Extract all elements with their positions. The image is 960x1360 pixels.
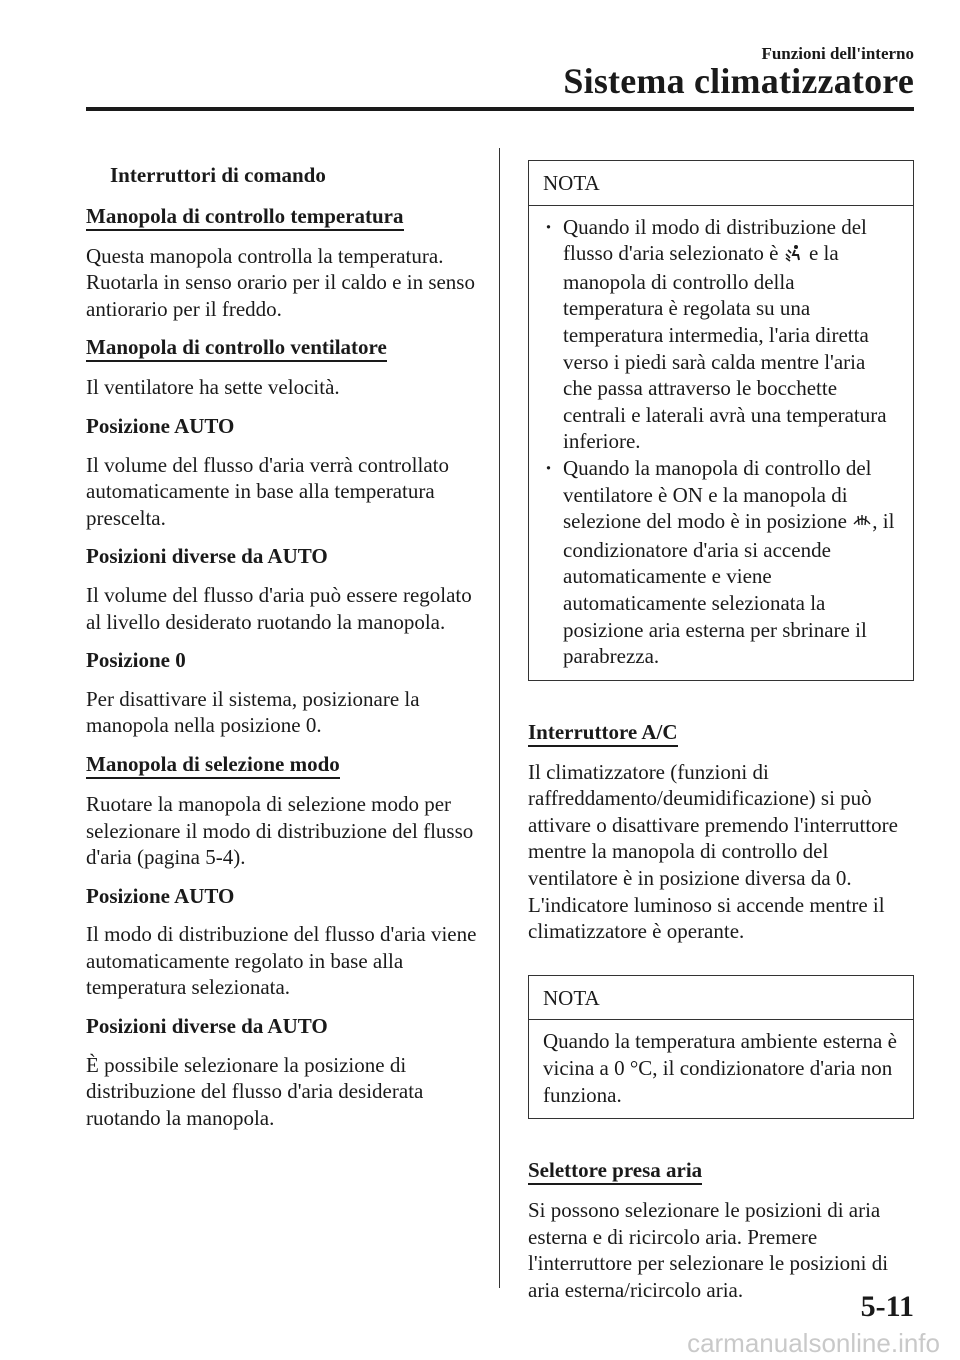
ac-switch-paragraph [528, 759, 914, 945]
fan-zero-text: Per disattivare il sistema, posizionare la manopola nella posizione 0. [86, 686, 420, 738]
note-label: NOTA [529, 161, 913, 206]
bullet: · [545, 214, 553, 239]
fan-manual-text: Il volume del flusso d'aria può essere regolato al livello desiderato ruotando la manopola. [86, 582, 472, 634]
mode-auto-heading: Posizione AUTO [86, 883, 235, 908]
fan-auto-heading: Posizione AUTO [86, 413, 235, 438]
note-item [543, 455, 899, 670]
bullet: · [545, 455, 553, 480]
temp-knob-text: Questa manopola controlla la temperatura. Ruotarla in senso orario per il caldo e in senso antiorario per il freddo. [86, 243, 475, 321]
note-box-mode [528, 160, 914, 681]
note-item-text: e la manopola di controllo della temperatura è regolata su una temperatura intermedia, l'aria diretta verso i piedi sarà calda mentre l'aria che passa attraverso le bocchette centrali e laterali avrà una temperatura inferiore. [563, 241, 887, 454]
note-item-text: Quando il modo di distribuzione del flusso d'aria selezionato è [563, 214, 867, 266]
note-item [543, 214, 899, 455]
fan-auto-text: Il volume del flusso d'aria verrà controllato automaticamente in base alla temperatura prescelta. [86, 452, 449, 530]
header-section-name: Funzioni dell'interno [761, 44, 914, 63]
fan-knob-text: Il ventilatore ha sette velocità. [86, 375, 340, 400]
note-box-temperature [528, 975, 914, 1119]
floor-vent-icon [784, 242, 804, 269]
mode-manual-text: È possibile selezionare la posizione di distribuzione del flusso d'aria desiderata ruotando la manopola. [86, 1052, 424, 1130]
right-column [528, 160, 914, 1316]
watermark: carmanualsonline.info [687, 1328, 940, 1358]
mode-auto-text: Il modo di distribuzione del flusso d'aria viene automaticamente regolato in base alla temperatura selezionata. [86, 922, 477, 1000]
section-title: Interruttori di comando [110, 163, 326, 187]
intake-heading: Selettore presa aria [528, 1158, 702, 1185]
note-item-text: Quando la manopola di controllo del ventilatore è ON e la manopola di selezione del modo è in posizione [563, 455, 872, 534]
fan-knob-heading: Manopola di controllo ventilatore [86, 335, 387, 362]
header-rule [86, 107, 914, 111]
temp-knob-heading: Manopola di controllo temperatura [86, 204, 404, 231]
column-divider [499, 148, 500, 1288]
defrost-icon [852, 510, 872, 537]
note-item-text: , il condizionatore d'aria si accende automaticamente e viene automaticamente selezionata la posizione aria esterna per sbrinare il parabrezza. [563, 509, 895, 669]
intake-text: Si possono selezionare le posizioni di aria esterna e di ricircolo aria. Premere l'interruttore per selezionare le posizioni di aria esterna/ricircolo aria. [528, 1198, 889, 1302]
ac-switch-indicator-text: L'indicatore luminoso si accende mentre il climatizzatore è operante. [528, 892, 885, 944]
page-title: Sistema climatizzatore [563, 61, 914, 101]
page-number: 5-11 [860, 1290, 914, 1323]
note-text: Quando la temperatura ambiente esterna è vicina a 0 °C, il condizionatore d'aria non funziona. [543, 1029, 897, 1107]
mode-knob-text: Ruotare la manopola di selezione modo per selezionare il modo di distribuzione del flusso d'aria (pagina 5-4). [86, 791, 474, 870]
note-label: NOTA [529, 976, 913, 1021]
fan-zero-heading: Posizione 0 [86, 648, 186, 673]
mode-manual-heading: Posizioni diverse da AUTO [86, 1014, 328, 1039]
mode-knob-heading: Manopola di selezione modo [86, 752, 340, 779]
ac-switch-text: Il climatizzatore (funzioni di raffreddamento/deumidificazione) si può attivare o disattivare premendo l'interruttore mentre la manopola di controllo del ventilatore è in posizione diversa da 0. [528, 759, 898, 891]
fan-manual-heading: Posizioni diverse da AUTO [86, 544, 328, 569]
left-column [86, 162, 478, 1143]
ac-switch-heading: Interruttore A/C [528, 720, 678, 747]
